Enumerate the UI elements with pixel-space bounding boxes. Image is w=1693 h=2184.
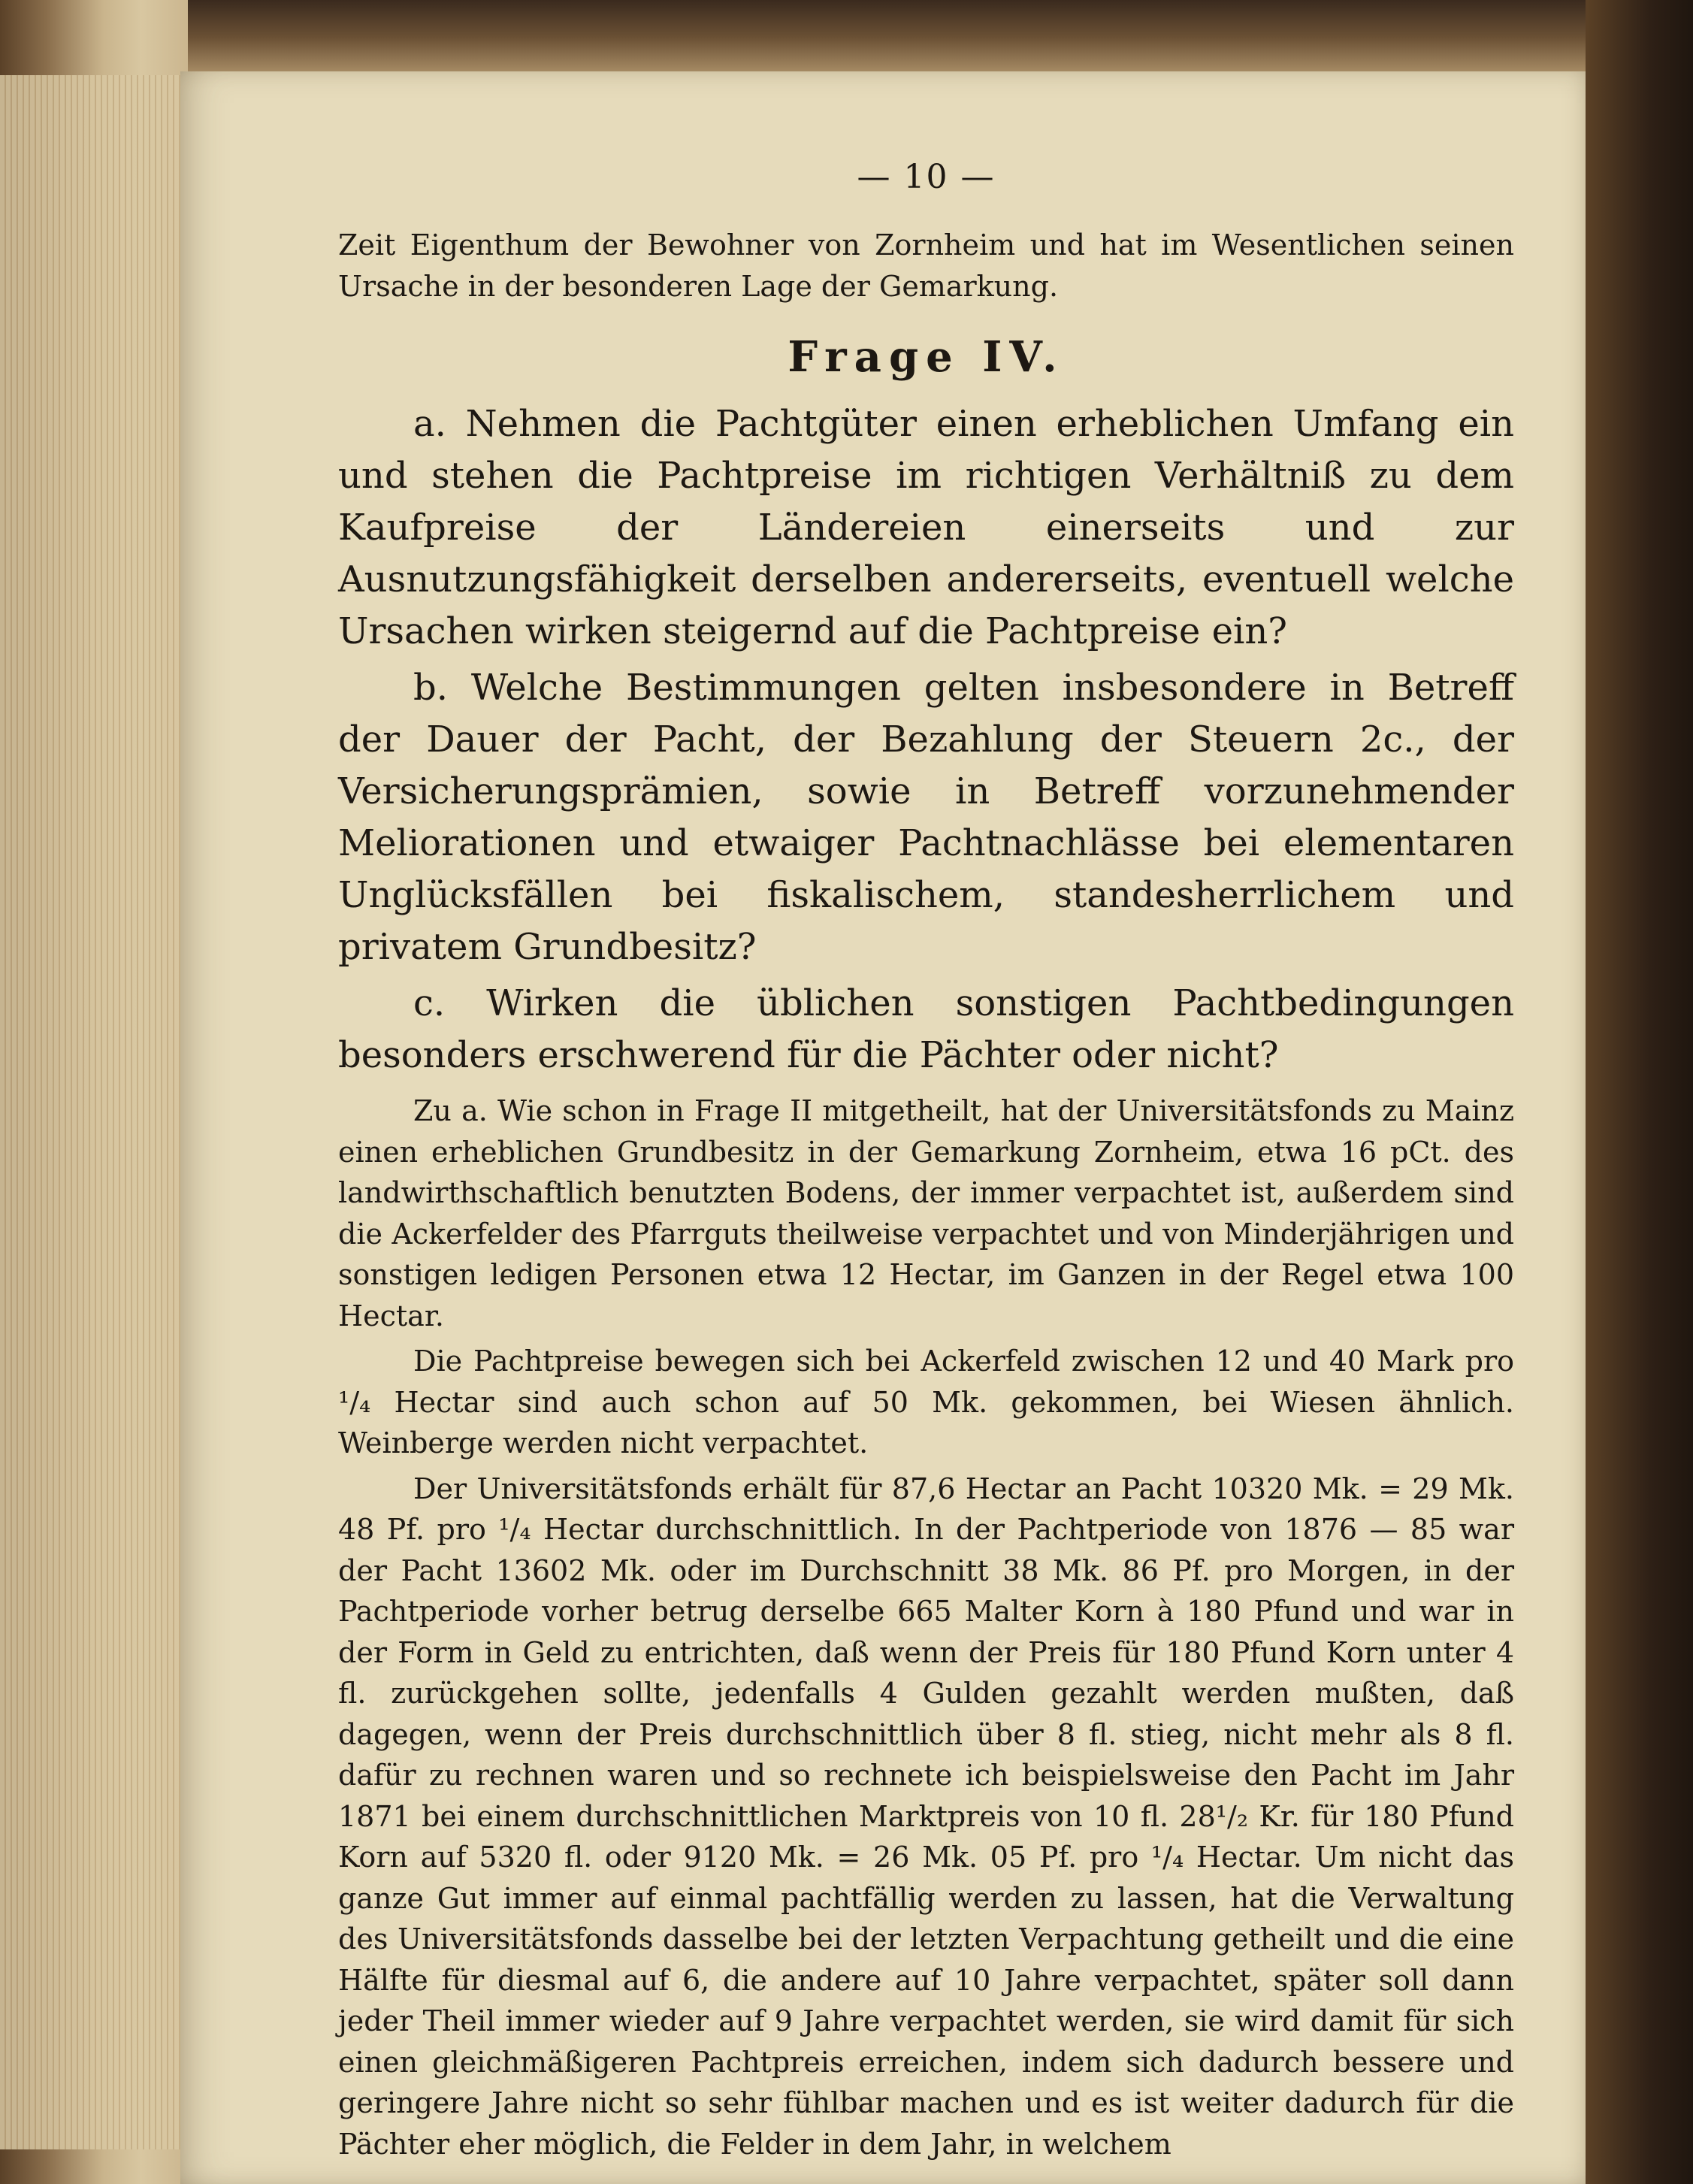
page-stack <box>0 75 180 2149</box>
intro-paragraph: Zeit Eigenthum der Bewohner von Zornheim und hat im Wesentlichen seinen Ursache in der besonderen Lage der Gemarkung. <box>338 228 1514 303</box>
question-c: c. Wirken die üblichen sonstigen Pachtbedingungen besonders erschwerend für die Pächter oder nicht? <box>338 982 1514 1076</box>
answer-paragraph-3: Der Universitätsfonds erhält für 87,6 Hectar an Pacht 10320 Mk. = 29 Mk. 48 Pf. pro ¹/₄ Hectar durchschnittlich. In der Pachtperiode von 1876 — 85 war der Pacht 13602 Mk. oder im Durchschnitt 38 Mk. 86 Pf. pro Morgen, in der Pachtperiode vorher betrug derselbe 665 Malter Korn à 180 Pfund und war in der Form in Geld zu entrichten, daß wenn der Preis für 180 Pfund Korn unter 4 fl. zurückgehen sollte, jedenfalls 4 Gulden gezahlt werden mußten, daß dagegen, wenn der Preis durchschnittlich über 8 fl. stieg, nicht mehr als 8 fl. dafür zu rechnen waren und so rechnete ich beispielsweise den Pacht im Jahr 1871 bei einem durchschnittlichen Marktpreis von 10 fl. 28¹/₂ Kr. für 180 Pfund Korn auf 5320 fl. oder 9120 Mk. = 26 Mk. 05 Pf. pro ¹/₄ Hectar. Um nicht das ganze Gut immer auf einmal pachtfällig werden zu lassen, hat die Verwaltung des Universitätsfonds dasselbe bei der letzten Verpachtung getheilt und die eine Hälfte für diesmal auf 6, die andere auf 10 Jahre verpachtet, später soll dann jeder Theil immer wieder auf 9 Jahre verpachtet werden, sie wird damit für sich einen gleichmäßigeren Pachtpreis erreichen, indem sich dadurch bessere und geringere Jahre nicht so sehr fühlbar machen und es ist weiter dadurch für die Pächter eher möglich, die Felder in dem Jahr, in welchem <box>338 1472 1514 2161</box>
answer-paragraph-1: Zu a. Wie schon in Frage II mitgetheilt, hat der Universitätsfonds zu Mainz einen erheblichen Grundbesitz in der Gemarkung Zornheim, etwa 16 pCt. des landwirthschaftlich benutzten Bodens, der immer verpachtet ist, außerdem sind die Ackerfelder des Pfarrguts theilweise verpachtet und von Minderjährigen und sonstigen ledigen Personen etwa 12 Hectar, im Ganzen in der Regel etwa 100 Hectar. <box>338 1094 1514 1332</box>
question-a: a. Nehmen die Pachtgüter einen erheblichen Umfang ein und stehen die Pachtpreise im richtigen Verhältniß zu dem Kaufpreise der Ländereien einerseits und zur Ausnutzungsfähigkeit derselben andererseits, eventuell welche Ursachen wirken steigernd auf die Pachtpreise ein? <box>338 403 1514 652</box>
book-top-edge <box>0 0 1693 83</box>
question-b: b. Welche Bestimmungen gelten insbesondere in Betreff der Dauer der Pacht, der Bezahlung der Steuern 2c., der Versicherungsprämien, sowie in Betreff vorzunehmender Meliorationen und etwaiger Pachtnachlässe bei elementaren Unglücksfällen bei fiskalischem, standesherrlichem und privatem Grundbesitz? <box>338 667 1514 968</box>
answer-paragraph-2: Die Pachtpreise bewegen sich bei Ackerfeld zwischen 12 und 40 Mark pro ¹/₄ Hectar sind auch schon auf 50 Mk. gekommen, bei Wiesen ähnlich. Weinberge werden nicht verpachtet. <box>338 1345 1514 1460</box>
book-right-shadow <box>1586 0 1693 2184</box>
page-content <box>338 158 1514 2164</box>
section-heading: Frage IV. <box>788 332 1065 382</box>
page-number: — 10 — <box>857 158 996 196</box>
